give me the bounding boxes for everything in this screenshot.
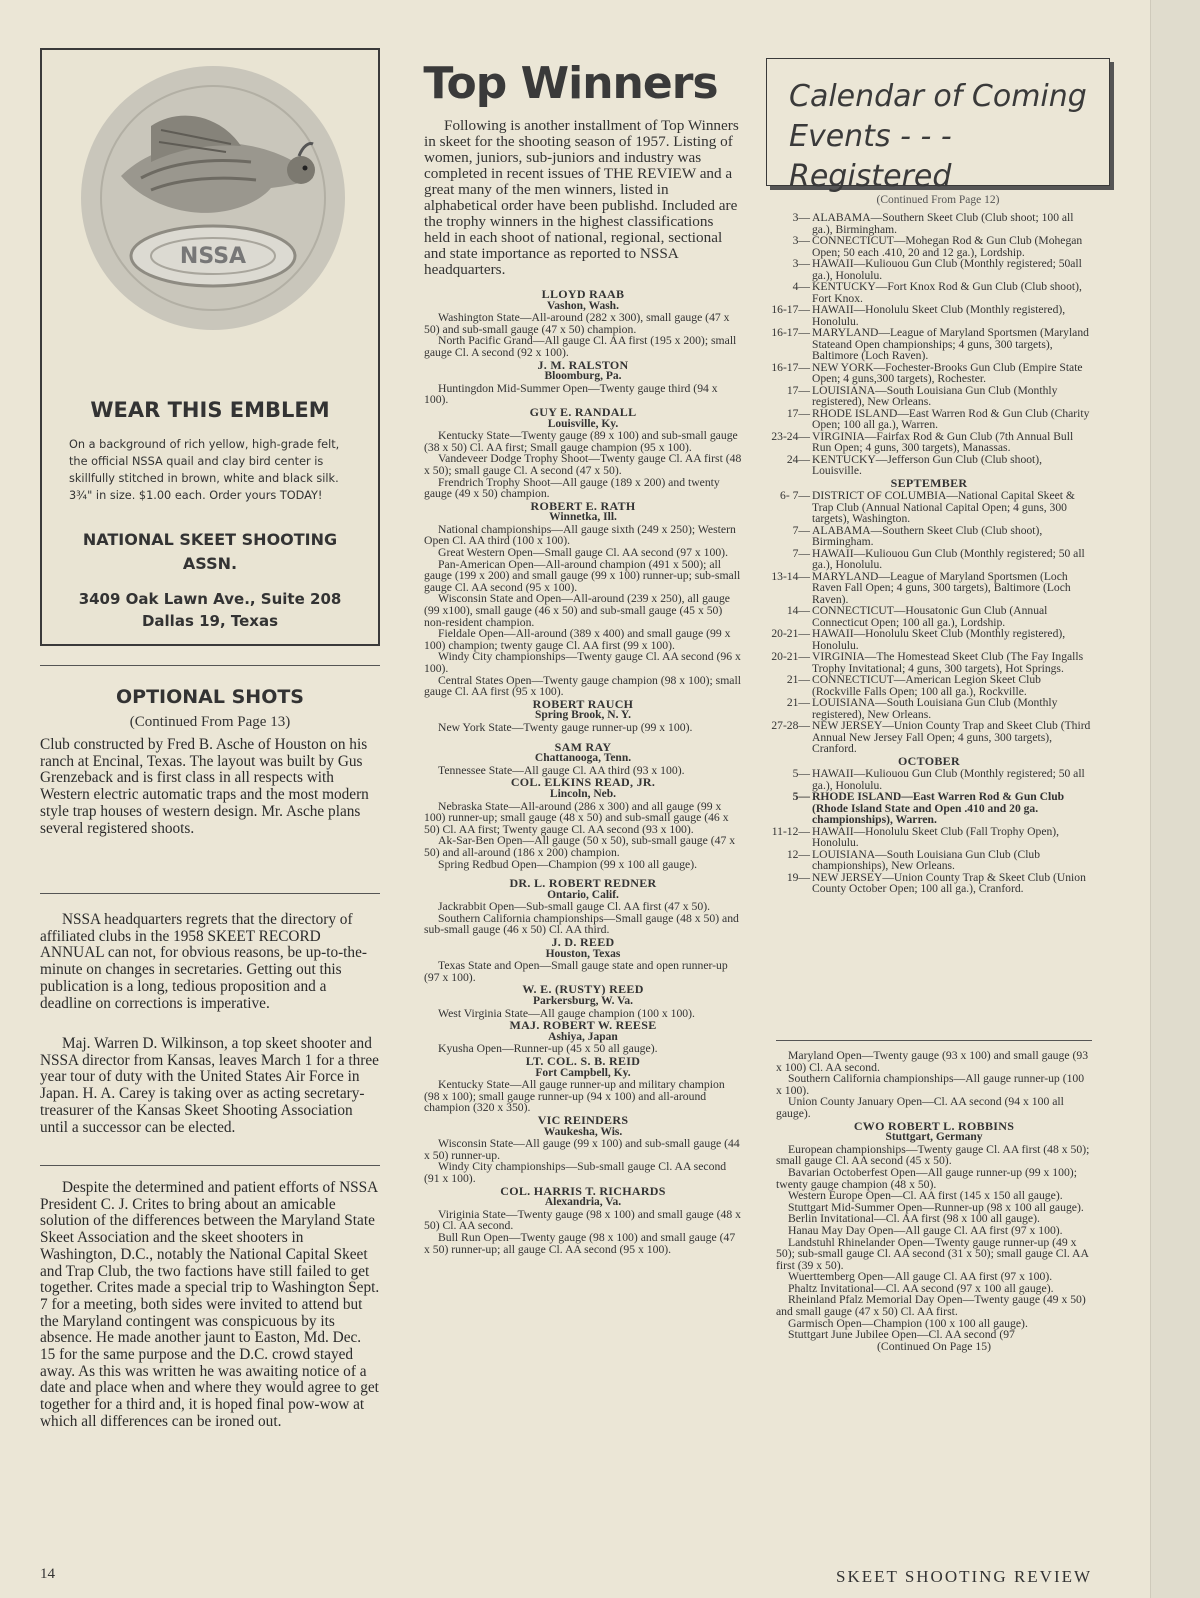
winner-result-line: Kentucky State—Twenty gauge (89 x 100) and sub-small gauge (38 x 50) Cl. AA first; Small gauge champion (95 x 100). [424, 429, 738, 454]
event-description: RHODE ISLAND—East Warren Rod & Gun Club (Rhode Island State and Open .410 and 20 ga. championships), Warren. [812, 790, 1065, 826]
event-description: MARYLAND—League of Maryland Sportsmen (Loch Raven Fall Open; 4 guns, 300 targets), Baltimore (Loch Raven). [812, 569, 1071, 606]
event-date: 16-17— [771, 360, 810, 374]
event-date: 23-24— [771, 429, 810, 443]
event-description: ALABAMA—Southern Skeet Club (Club shoot), Birmingham. [812, 523, 1043, 548]
calendar-event [766, 605, 1092, 628]
event-date: 11-12— [771, 824, 810, 838]
nssa-emblem-patch [81, 66, 345, 330]
calendar-event [766, 525, 1092, 548]
winner-result-line: National championships—All gauge sixth (249 x 250); Western Open Cl. AA third (100 x 100). [424, 522, 736, 548]
winner-entry [424, 696, 742, 734]
continued-on-note: (Continued On Page 15) [877, 1339, 991, 1353]
winner-name: ROBERT E. RATH [530, 498, 636, 513]
event-date: 24— [786, 452, 810, 466]
winner-name: J. D. REED [551, 935, 615, 950]
winner-entry [424, 498, 742, 699]
winner-entry [424, 357, 742, 407]
event-description: NEW JERSEY—Union County Trap and Skeet Club (Third Annual New Jersey Fall Open; 4 guns, 300 targets), Cranford. [812, 719, 1091, 755]
winner-result-line: Texas State and Open—Small gauge state and open runner-up (97 x 100). [424, 959, 728, 984]
calendar-continued: (Continued From Page 12) [876, 194, 1000, 206]
calendar-title [789, 77, 1109, 197]
calendar-event [766, 720, 1092, 755]
winner-location: Alexandria, Va. [544, 1196, 622, 1209]
event-description: HAWAII—Kuliouou Gun Club (Monthly registered; 50 all ga.), Honolulu. [812, 546, 1085, 571]
calendar-event [766, 628, 1092, 651]
winner-entry [424, 739, 742, 777]
event-date: 5— [792, 790, 810, 803]
winner-result-line: Stuttgart June Jubilee Open—Cl. AA second (97 [788, 1328, 1015, 1342]
optional-paragraph-3 [40, 1036, 380, 1136]
winner-result-line: Southern California championships—Small gauge (48 x 50) and sub-small gauge (46 x 50) Cl. AA third. [424, 911, 739, 937]
winner-result-line: Garmisch Open—Champion (100 x 100 all gauge). [788, 1316, 1028, 1330]
event-description: LOUISIANA—South Louisiana Gun Club (Club championships), New Orleans. [812, 847, 1041, 872]
intro-text: Following is another installment of Top Winners in skeet for the shooting season of 1957. Listing of women, juniors, sub-juniors and industry was completed in recent issues of THE REVIEW and a great many of the men winners, listed in alphabetical order have been publishd. Included are the trophy winners in the highest classifications held in each shoot of national, regional, sectional and state importance as reported to NSSA headquarters. [424, 117, 739, 278]
winner-name: MAJ. ROBERT W. REESE [509, 1018, 657, 1033]
calendar-events-list [766, 212, 1092, 895]
event-date: 21— [786, 696, 810, 709]
event-description: CONNECTICUT—Mohegan Rod & Gun Club (Mohegan Open; 50 each .410, 20 and 12 ga.), Lordship. [812, 234, 1083, 259]
event-description: DISTRICT OF COLUMBIA—National Capital Skeet & Trap Club (Annual National Capital Open; 4 guns, 300 targets), Washington. [812, 489, 1075, 525]
optional-paragraph-2 [40, 912, 380, 1012]
paragraph-text: Club constructed by Fred B. Asche of Houston on his ranch at Encinal, Texas. The layout was built by Gus Grenzeback and is first class in all respects with Western electric automatic traps and the most modern style trap houses of western design. Mr. Asche plans several registered shoots. [40, 736, 369, 837]
winner-name: LLOYD RAAB [541, 287, 625, 301]
winner-result-line: Ak-Sar-Ben Open—All gauge (50 x 50), sub-small gauge (47 x 50) and all-around (186 x 200) champion. [424, 834, 736, 859]
event-description: HAWAII—Honolulu Skeet Club (Monthly registered), Honolulu. [812, 303, 1066, 328]
event-date: 17— [786, 406, 810, 420]
winner-location: Spring Brook, N. Y. [534, 709, 632, 722]
calendar-title-line2: Events - - - Registered [789, 119, 952, 194]
calendar-event [766, 791, 1092, 826]
calendar-event [766, 571, 1092, 606]
winner-location: Winnetka, Ill. [549, 511, 617, 524]
winner-result-line: North Pacific Grand—All gauge Cl. AA first (195 x 200); small gauge Cl. A second (92 x 100). [424, 334, 737, 359]
winner-name: COL. ELKINS READ, JR. [510, 775, 656, 790]
winner-entry [424, 937, 742, 983]
event-description: HAWAII—Honolulu Skeet Club (Monthly registered), Honolulu. [812, 627, 1066, 652]
winner-result-line: Frendrich Trophy Shoot—All gauge (189 x 200) and twenty gauge (49 x 50) champion. [424, 475, 720, 501]
event-date: 5— [792, 767, 810, 780]
event-date: 21— [786, 673, 810, 686]
optional-paragraph-4 [40, 1180, 380, 1431]
winner-result-line: Berlin Invitational—Cl. AA first (98 x 100 all gauge). [788, 1212, 1040, 1226]
winner-result-line: Spring Redbud Open—Champion (99 x 100 all gauge). [438, 857, 698, 871]
calendar-event [766, 431, 1092, 454]
event-description: MARYLAND—League of Maryland Sportsmen (Maryland Stateand Open championships; 4 guns, 300 targets), Baltimore (Loch Raven). [812, 326, 1089, 362]
winner-result-line: Stuttgart Mid-Summer Open—Runner-up (98 x 100 all gauge). [788, 1200, 1084, 1214]
winner-location: Parkersburg, W. Va. [532, 995, 633, 1008]
event-date: 6- 7— [780, 489, 810, 502]
event-description: ALABAMA—Southern Skeet Club (Club shoot; 100 all ga.), Birmingham. [812, 211, 1074, 236]
calendar-event [766, 235, 1092, 258]
ad-address-line2: Dallas 19, Texas [141, 612, 279, 630]
winner-result-line: Western Europe Open—Cl. AA first (145 x 150 all gauge). [788, 1189, 1063, 1203]
winner-result-line: Kentucky State—All gauge runner-up and military champion (98 x 100); small gauge runner-up (94 x 100) and all-around champion (320 x 350). [424, 1078, 725, 1115]
calendar-event [766, 490, 1092, 525]
calendar-event [766, 674, 1092, 697]
event-date: 27-28— [771, 719, 810, 732]
winner-name: LT. COL. S. B. REID [525, 1054, 641, 1068]
calendar-event [766, 212, 1092, 235]
winner-location: Chattanooga, Tenn. [534, 752, 632, 765]
winner-name: CWO ROBERT L. ROBBINS [853, 1118, 1015, 1133]
ad-organization-line1: NATIONAL SKEET SHOOTING [82, 530, 338, 549]
winner-result-line: Huntingdon Mid-Summer Open—Twenty gauge third (94 x 100). [424, 381, 718, 407]
top-winners-title: Top Winners [423, 58, 718, 109]
event-date: 13-14— [771, 569, 810, 583]
winner-entry [424, 1056, 742, 1114]
event-description: RHODE ISLAND—East Warren Rod & Gun Club (Charity Open; 100 all ga.), Warren. [812, 406, 1090, 431]
event-description: LOUISIANA—South Louisiana Gun Club (Monthly registered), New Orleans. [812, 383, 1058, 408]
winner-result-line: Wisconsin State and Open—All-around (239 x 250), all gauge (99 x100), small gauge (46 x 50) and sub-small gauge (45 x 50) non-resident champion. [424, 592, 730, 629]
event-date: 20-21— [771, 627, 810, 640]
winner-result-line: Windy City championships—Twenty gauge Cl. AA second (96 x 100). [424, 650, 741, 675]
calendar-event [766, 304, 1092, 327]
event-date: 12— [786, 847, 810, 861]
winner-location: Vashon, Wash. [547, 299, 619, 312]
event-date: 3— [792, 257, 810, 270]
calendar-event [766, 548, 1092, 571]
event-description: NEW YORK—Fochester-Brooks Gun Club (Empire State Open; 4 guns,300 targets), Rochester. [812, 360, 1083, 385]
winner-result-line: European championships—Twenty gauge Cl. AA first (48 x 50); small gauge Cl. AA second (45 x 50). [776, 1142, 1090, 1168]
event-description: VIRGINIA—The Homestead Skeet Club (The Fay Ingalls Trophy Invitational; 4 guns, 300 targets), Hot Springs. [812, 650, 1084, 675]
event-description: KENTUCKY—Jefferson Gun Club (Club shoot), Louisville. [812, 452, 1043, 477]
winner-location: Lincoln, Neb. [549, 787, 617, 800]
calendar-event [766, 454, 1092, 477]
emblem-advertisement [40, 48, 380, 646]
winner-name: SAM RAY [554, 739, 612, 754]
winner-result-line: Wisconsin State—All gauge (99 x 100) and sub-small gauge (44 x 50) runner-up. [424, 1137, 740, 1162]
event-description: NEW JERSEY—Union County Trap & Skeet Club (Union County October Open; 100 all ga.), Cranford. [812, 870, 1086, 895]
calendar-event [766, 768, 1092, 791]
event-date: 7— [792, 546, 810, 560]
winner-location: Fort Campbell, Ky. [535, 1066, 631, 1079]
winner-location: Louisville, Ky. [547, 417, 619, 430]
optional-paragraph-1 [40, 737, 380, 837]
page-number: 14 [40, 1566, 55, 1582]
event-description: CONNECTICUT—American Legion Skeet Club (Rockville Falls Open; 100 all ga.), Rockville. [812, 673, 1041, 698]
optional-shots-title: OPTIONAL SHOTS [116, 686, 304, 708]
winner-name: ROBERT RAUCH [532, 696, 634, 711]
winner-name: W. E. (RUSTY) REED [522, 982, 644, 997]
event-description: LOUISIANA—South Louisiana Gun Club (Monthly registered), New Orleans. [812, 696, 1058, 721]
calendar-event [766, 327, 1092, 362]
event-date: 16-17— [771, 326, 810, 339]
paragraph-text: NSSA headquarters regrets that the directory of affiliated clubs in the 1958 SKEET RECORD ANNUAL can not, for obvious reasons, be up-to-the-minute on changes in secretaries. Getting out this publication is a long, tedious proposition and a deadline on corrections is imperative. [40, 911, 367, 1012]
winner-location: Bloomburg, Pa. [544, 370, 622, 383]
winner-name: COL. HARRIS T. RICHARDS [500, 1183, 666, 1198]
optional-shots-continued: (Continued From Page 13) [129, 714, 291, 730]
winner-result-line: Windy City championships—Sub-small gauge Cl. AA second (91 x 100). [424, 1160, 727, 1185]
winner-result-line: Nebraska State—All-around (286 x 300) and all gauge (99 x 100) runner-up; small gauge (48 x 50) and sub-small gauge (46 x 50) Cl. AA first; Twenty gauge Cl. AA second (93 x 100). [424, 799, 729, 836]
winner-result-line: Central States Open—Twenty gauge champion (98 x 100); small gauge Cl. AA first (95 x 100). [424, 673, 741, 699]
event-date: 16-17— [771, 303, 810, 316]
winner-location: Stuttgart, Germany [885, 1131, 983, 1144]
event-date: 17— [786, 383, 810, 397]
winner-result-line: Viriginia State—Twenty gauge (98 x 100) and small gauge (48 x 50) Cl. AA second. [424, 1207, 741, 1233]
event-date: 7— [792, 523, 810, 537]
event-date: 20-21— [771, 650, 810, 663]
winner-name: J. M. RALSTON [537, 357, 629, 372]
winner-result-line: Bavarian Octoberfest Open—All gauge runner-up (99 x 100); twenty gauge champion (48 x 50). [776, 1165, 1077, 1191]
winner-entry [424, 878, 742, 936]
calendar-event [766, 385, 1092, 408]
winner-entry [424, 777, 742, 870]
paragraph-divider [40, 893, 380, 894]
ad-title: WEAR THIS EMBLEM [90, 398, 330, 422]
winner-name: DR. L. ROBERT REDNER [509, 876, 657, 891]
winner-result-line: Southern California championships—All gauge runner-up (100 x 100). [776, 1072, 1085, 1097]
winner-result-line: Hanau May Day Open—All gauge Cl. AA first (97 x 100). [788, 1223, 1063, 1237]
winner-result-line: Tennessee State—All gauge Cl. AA third (93 x 100). [438, 763, 685, 777]
calendar-event [766, 849, 1092, 872]
calendar-event [766, 408, 1092, 431]
magazine-title-footer: SKEET SHOOTING REVIEW [836, 1567, 1093, 1586]
paragraph-text: Despite the determined and patient efforts of NSSA President C. J. Crites to bring about an amicable solution of the differences between the Maryland State Skeet Association and the skeet shooters in Washington, D.C., notably the National Capital Skeet and Trap Club, the two factions have still failed to get together. Crites made a special trip to Washington Sept. 7 for a meeting, both sides were invited to attend but the Maryland contingent was conspicuous by its absence. He made another jaunt to Easton, Md. Dec. 15 for the same purpose and the D.C. crowd stayed away. As this was written he was awaiting notice of a date and place when and where they would agree to get together for a third and, it is hoped final pow-wow at which all differences can be ironed out. [40, 1179, 380, 1430]
event-date: 14— [786, 604, 810, 617]
winner-location: Waukesha, Wis. [543, 1125, 623, 1138]
calendar-event [766, 258, 1092, 281]
quail-emblem-icon [81, 66, 345, 330]
winner-result-line: Kyusha Open—Runner-up (45 x 50 all gauge). [438, 1042, 658, 1056]
calendar-title-box [766, 58, 1110, 194]
calendar-event [766, 826, 1092, 849]
winner-name: VIC REINDERS [537, 1112, 629, 1127]
winner-entry [424, 404, 742, 501]
calendar-title-line1: Calendar of Coming [789, 79, 1087, 114]
paragraph-divider [40, 1165, 380, 1166]
adjacent-page-edge [1150, 0, 1200, 1598]
ad-organization [42, 528, 378, 576]
section-divider [40, 665, 380, 666]
event-description: HAWAII—Kuliouou Gun Club (Monthly registered; 50all ga.), Honolulu. [812, 257, 1082, 282]
calendar-event [766, 872, 1092, 895]
winner-result-line: Washington State—All-around (282 x 300), small gauge (47 x 50) and sub-small gauge (47 x 50) champion. [424, 311, 730, 336]
winner-result-line: Fieldale Open—All-around (389 x 400) and small gauge (99 x 100) champion; twenty gauge Cl. AA first (99 x 100). [424, 627, 731, 652]
event-date: 3— [792, 234, 810, 247]
winner-result-line: Union County January Open—Cl. AA second (94 x 100 all gauge). [776, 1095, 1064, 1120]
event-date: 19— [786, 870, 810, 884]
winner-result-line: Phaltz Invitational—Cl. AA second (97 x 100 all gauge). [788, 1281, 1054, 1295]
calendar-event [766, 697, 1092, 720]
winner-entry [424, 1020, 742, 1055]
event-description: KENTUCKY—Fort Knox Rod & Gun Club (Club shoot), Fort Knox. [812, 280, 1082, 305]
event-description: CONNECTICUT—Housatonic Gun Club (Annual Connecticut Open; 100 all ga.), Lordship. [812, 604, 1048, 629]
winner-name: GUY E. RANDALL [529, 404, 637, 419]
winner-location: Ontario, Calif. [547, 888, 619, 901]
winner-location: Houston, Texas [545, 947, 621, 960]
top-winners-intro [424, 118, 742, 278]
event-description: HAWAII—Honolulu Skeet Club (Fall Trophy Open), Honolulu. [812, 824, 1060, 849]
winner-result-line: New York State—Twenty gauge runner-up (99 x 100). [438, 720, 693, 734]
winner-result-line: West Virginia State—All gauge champion (100 x 100). [438, 1006, 695, 1020]
ad-organization-line2: ASSN. [182, 554, 238, 573]
winner-result-line: Great Western Open—Small gauge Cl. AA second (97 x 100). [438, 546, 728, 560]
winner-entry [424, 1112, 742, 1185]
winner-entry [424, 984, 742, 1019]
calendar-month-heading: OCTOBER [898, 753, 960, 768]
event-date: 4— [792, 280, 810, 293]
ad-description: On a background of rich yellow, high-grade felt, the official NSSA quail and clay bird center is skillfully stitched in brown, white and black silk. 3¾" in size. $1.00 each. Order yours TODAY! [69, 438, 340, 502]
top-winners-list [424, 288, 742, 1255]
calendar-event [766, 362, 1092, 385]
calendar-divider [776, 1040, 1092, 1041]
calendar-event [766, 281, 1092, 304]
winner-result-line: Landstuhl Rhinelander Open—Twenty gauge runner-up (49 x 50); sub-small gauge Cl. AA second (31 x 50); small gauge Cl. AA first (39 x 50). [776, 1235, 1089, 1272]
ad-address-line1: 3409 Oak Lawn Ave., Suite 208 [78, 590, 342, 608]
winner-result-line: Vandeveer Dodge Trophy Shoot—Twenty gauge Cl. AA first (48 x 50); small gauge Cl. A second (47 x 50). [424, 452, 742, 477]
event-description: VIRGINIA—Fairfax Rod & Gun Club (7th Annual Bull Run Open; 4 guns, 300 targets), Manassas. [812, 429, 1074, 454]
winner-result-line: Pan-American Open—All-around champion (491 x 500); all gauge (199 x 200) and small gauge (99 x 100) runner-up; sub-small gauge Cl. AA second (95 x 100). [424, 557, 741, 594]
right-winners-list [776, 1050, 1092, 1352]
winner-entry [424, 289, 742, 359]
winner-result-line: Rheinland Pfalz Memorial Day Open—Twenty gauge (49 x 50) and small gauge (47 x 50) Cl. AA first. [776, 1293, 1086, 1319]
calendar-month-heading: SEPTEMBER [890, 475, 968, 490]
paragraph-text: Maj. Warren D. Wilkinson, a top skeet shooter and NSSA director from Kansas, leaves March 1 for a three year tour of duty with the United States Air Force in Japan. H. A. Carey is taking over as acting secretary-treasurer of the Kansas Skeet Shooting Association until a successor can be elected. [40, 1035, 379, 1136]
calendar-event [766, 651, 1092, 674]
winner-entry [424, 1183, 742, 1256]
winner-result-line: Bull Run Open—Twenty gauge (98 x 100) and small gauge (47 x 50) runner-up; all gauge Cl. AA second (95 x 100). [424, 1230, 736, 1256]
winner-result-line: Jackrabbit Open—Sub-small gauge Cl. AA first (47 x 50). [438, 900, 711, 914]
emblem-nssa-text: NSSA [179, 244, 247, 269]
winner-result-line: Maryland Open—Twenty gauge (93 x 100) and small gauge (93 x 100) Cl. AA second. [776, 1049, 1089, 1074]
winner-location: Ashiya, Japan [548, 1030, 618, 1043]
event-date: 3— [792, 211, 810, 224]
ad-address [42, 588, 378, 632]
winner-result-line: Wuerttemberg Open—All gauge Cl. AA first (97 x 100). [788, 1270, 1053, 1284]
event-description: HAWAII—Kuliouou Gun Club (Monthly registered; 50 all ga.), Honolulu. [812, 767, 1085, 792]
